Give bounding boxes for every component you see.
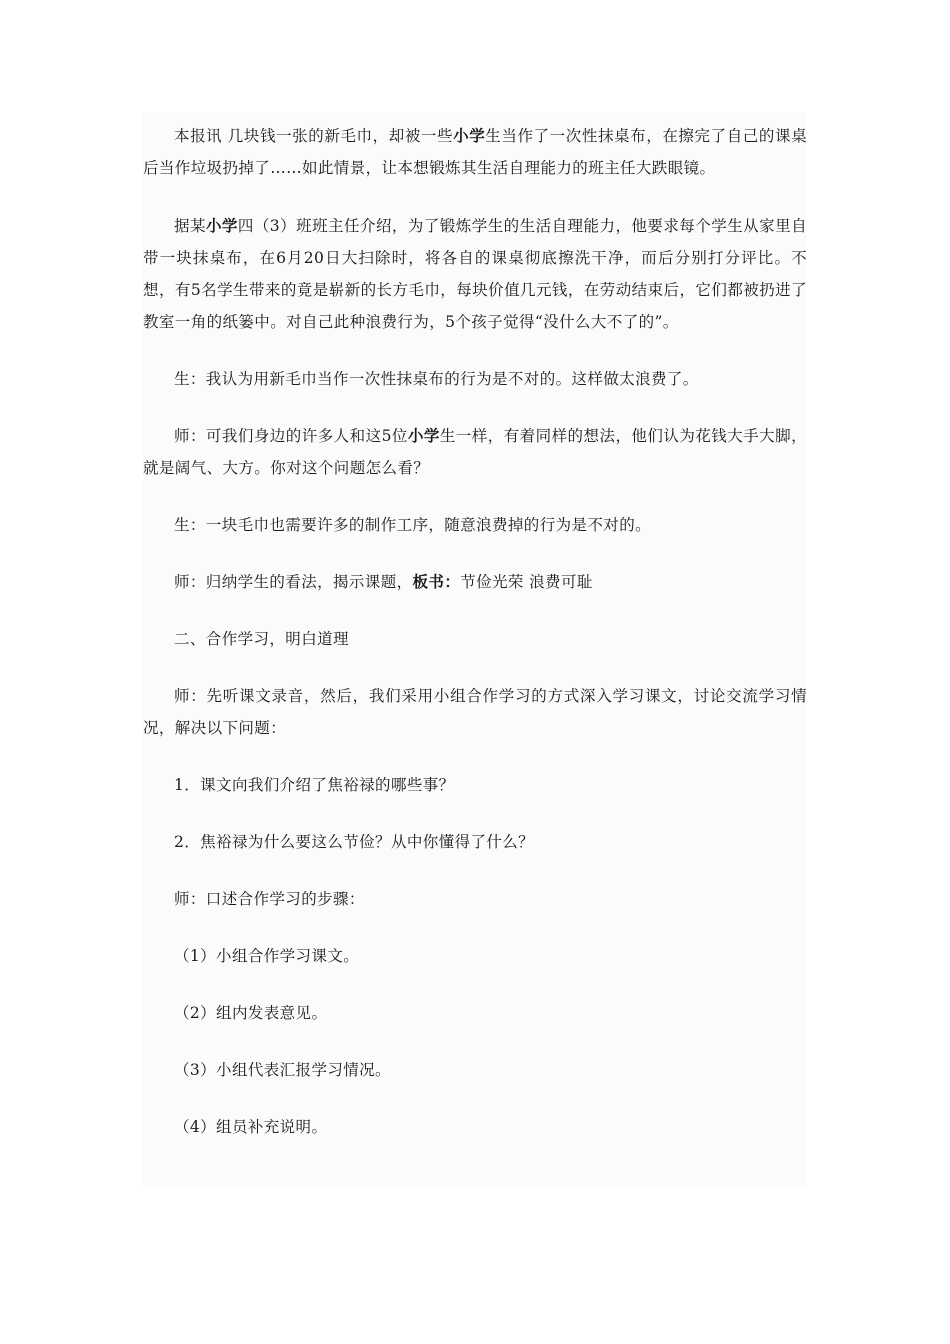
step-1: （1）小组合作学习课文。	[174, 947, 360, 965]
document-page	[143, 112, 807, 1188]
bold-keyword: 板书：	[412, 572, 461, 591]
question-2: 2．焦裕禄为什么要这么节俭？从中你懂得了什么？	[174, 833, 535, 851]
paragraph-news-report: 本报讯 几块钱一张的新毛巾，却被一些小学生当作了一次性抹桌布，在擦完了自己的课桌后当作垃圾扔掉了……如此情景，让本想锻炼其生活自理能力的班主任大跌眼镜。	[143, 126, 807, 177]
paragraph-student-reply-1: 生：我认为用新毛巾当作一次性抹桌布的行为是不对的。这样做太浪费了。	[174, 370, 699, 388]
paragraph-teacher-question: 师：可我们身边的许多人和这5位小学生一样，有着同样的想法，他们认为花钱大手大脚，就是阔气、大方。你对这个问题怎么看？	[143, 426, 807, 477]
bold-keyword: 小学	[205, 216, 238, 235]
step-4: （4）组员补充说明。	[174, 1118, 328, 1136]
step-3: （3）小组代表汇报学习情况。	[174, 1061, 391, 1079]
step-2: （2）组内发表意见。	[174, 1004, 328, 1022]
paragraph-steps-intro: 师：口述合作学习的步骤：	[174, 890, 365, 908]
question-1: 1．课文向我们介绍了焦裕禄的哪些事？	[174, 776, 455, 794]
bold-keyword: 小学	[453, 126, 486, 145]
bold-keyword: 小学	[407, 426, 440, 445]
paragraph-teacher-instructions: 师：先听课文录音，然后，我们采用小组合作学习的方式深入学习课文，讨论交流学习情况，解决以下问题：	[143, 687, 807, 737]
paragraph-blackboard: 师：归纳学生的看法，揭示课题，板书：节俭光荣 浪费可耻	[174, 572, 593, 591]
section-heading-cooperative-learning: 二、合作学习，明白道理	[174, 630, 349, 648]
paragraph-teacher-intro: 据某小学四（3）班班主任介绍，为了锻炼学生的生活自理能力，他要求每个学生从家里自带一块抹桌布，在6月20日大扫除时，将各自的课桌彻底擦洗干净，而后分别打分评比。不想，有5名学生带来的竟是崭新的长方毛巾，每块价值几元钱，在劳动结束后，它们都被扔进了教室一角的纸篓中。对自己此种浪费行为，5个孩子觉得“没什么大不了的”。	[143, 216, 807, 331]
paragraph-student-reply-2: 生：一块毛巾也需要许多的制作工序，随意浪费掉的行为是不对的。	[174, 516, 652, 534]
